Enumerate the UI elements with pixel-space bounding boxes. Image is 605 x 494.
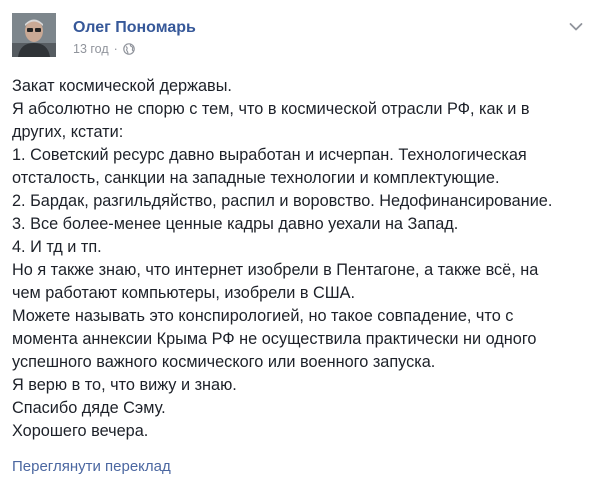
post-body bbox=[12, 75, 593, 475]
post-text-line: Но я также знаю, что интернет изобрели в Пентагоне, а также всё, на bbox=[12, 261, 539, 279]
post-text-line: успешного важного космического или военного запуска. bbox=[12, 353, 436, 371]
avatar-image bbox=[12, 13, 56, 57]
post-text-line: Я абсолютно не спорю с тем, что в космической отрасли РФ, как и в bbox=[12, 100, 530, 118]
post-text-line: отсталость, санкции на западные технологии и комплектующие. bbox=[12, 169, 500, 187]
globe-icon[interactable] bbox=[123, 43, 135, 55]
author-name[interactable]: Олег Пономарь bbox=[73, 19, 196, 36]
see-translation-link[interactable]: Переглянути переклад bbox=[12, 458, 171, 475]
post-text-line: других, кстати: bbox=[12, 123, 124, 141]
post-text-line: 2. Бардак, разгильдяйство, распил и воровство. Недофинансирование. bbox=[12, 192, 553, 210]
post-text-line: Закат космической державы. bbox=[12, 77, 232, 95]
post-text-line: 4. И тд и тп. bbox=[12, 238, 102, 256]
post-text-line: момента аннексии Крыма РФ не осуществила практически ни одного bbox=[12, 330, 537, 348]
chevron-down-icon[interactable] bbox=[569, 19, 583, 29]
post-text-line: Я верю в то, что вижу и знаю. bbox=[12, 376, 237, 394]
post-meta bbox=[73, 42, 135, 56]
post-text-line: 3. Все более-менее ценные кадры давно уехали на Запад. bbox=[12, 215, 459, 233]
post-text-line: Хорошего вечера. bbox=[12, 422, 149, 440]
avatar[interactable] bbox=[12, 13, 56, 57]
post-text-line: чем работают компьютеры, изобрели в США. bbox=[12, 284, 356, 302]
post-text-line: Можете называть это конспирологией, но такое совпадение, что с bbox=[12, 307, 514, 325]
meta-separator: · bbox=[113, 42, 118, 56]
post-text-line: Спасибо дяде Сэму. bbox=[12, 399, 166, 417]
post-text-line: 1. Советский ресурс давно выработан и исчерпан. Технологическая bbox=[12, 146, 527, 164]
post-timestamp[interactable]: 13 год bbox=[73, 42, 109, 56]
post-header bbox=[12, 13, 593, 61]
